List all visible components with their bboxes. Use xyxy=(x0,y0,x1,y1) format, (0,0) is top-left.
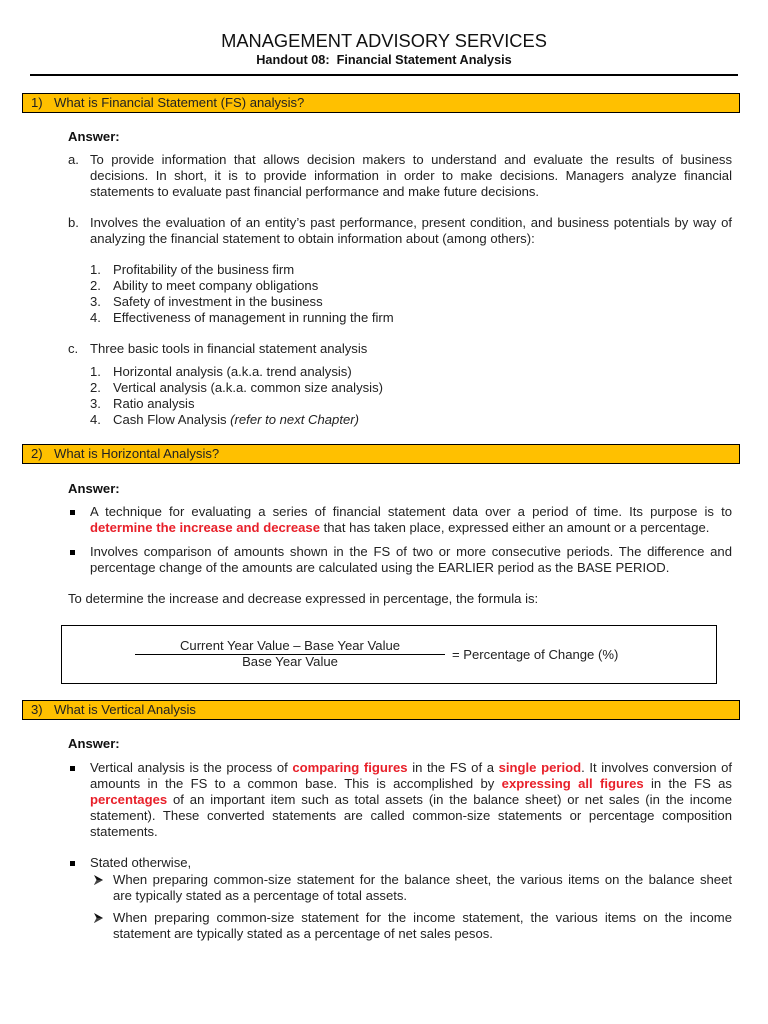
list-item-text: Ability to meet company obligations xyxy=(113,278,319,293)
text-segment: statements. xyxy=(90,824,158,839)
paragraph-line: Three basic tools in financial statement analysis xyxy=(90,341,368,356)
list-number: 1. xyxy=(90,364,101,379)
bullet-paragraph xyxy=(90,504,732,536)
list-item-text: Effectiveness of management in running the firm xyxy=(113,310,394,325)
list-number: 2. xyxy=(90,380,101,395)
paragraph-line xyxy=(90,760,732,776)
section-question: What is Horizontal Analysis? xyxy=(54,446,220,461)
text-segment: . It involves conversion of xyxy=(581,760,733,775)
section-number: 3) xyxy=(31,702,43,717)
list-item-text: Safety of investment in the business xyxy=(113,294,323,309)
text-segment: in the FS as xyxy=(643,776,732,791)
paragraph-line: Involves the evaluation of an entity’s past performance, present condition, and business potentials by way of xyxy=(90,215,732,230)
list-item xyxy=(90,412,732,428)
list-number: 4. xyxy=(90,412,101,427)
text-segment: of an important item such as total assets (in the balance sheet) or net sales (in the income xyxy=(167,792,732,807)
list-number: 1. xyxy=(90,262,101,277)
paragraph-line: Stated otherwise, xyxy=(90,855,192,870)
paragraph-line: are typically stated as a percentage of total assets. xyxy=(113,888,408,903)
paragraph-line xyxy=(90,808,732,824)
emphasis-text: comparing figures xyxy=(292,760,408,775)
list-item xyxy=(90,310,732,326)
list-item xyxy=(90,364,732,380)
section-header-bar xyxy=(22,444,740,464)
numbered-list xyxy=(90,364,732,428)
list-item-text: Horizontal analysis (a.k.a. trend analysis) xyxy=(113,364,352,379)
list-item xyxy=(90,262,732,278)
list-item-text: Ratio analysis xyxy=(113,396,195,411)
list-number: 3. xyxy=(90,294,101,309)
answer-label: Answer: xyxy=(68,129,120,144)
bullet-paragraph xyxy=(90,760,732,840)
text-segment: percentage change of the amounts are calculated using the EARLIER period as the BASE PERIOD. xyxy=(90,560,670,575)
square-bullet-icon xyxy=(70,510,75,515)
document-title: MANAGEMENT ADVISORY SERVICES xyxy=(221,30,547,51)
formula-intro: To determine the increase and decrease expressed in percentage, the formula is: xyxy=(68,591,539,606)
paragraph-line: When preparing common-size statement for the income statement, the various items on the income xyxy=(113,910,732,925)
text-segment: in the FS of a xyxy=(407,760,499,775)
text-segment: A technique for evaluating a series of financial statement data over a period of time. Its purpose is to xyxy=(90,504,732,519)
section-question: What is Vertical Analysis xyxy=(54,702,196,717)
paragraph-line xyxy=(90,792,732,808)
bullet-paragraph xyxy=(90,544,732,576)
formula-numerator: Current Year Value – Base Year Value xyxy=(179,638,401,653)
bullet-paragraph xyxy=(90,855,732,871)
numbered-list xyxy=(90,262,732,326)
list-number: 4. xyxy=(90,310,101,325)
answer-label: Answer: xyxy=(68,736,120,751)
paragraph-line: analyzing the financial statement to obtain information about (among others): xyxy=(90,231,535,246)
item-marker: a. xyxy=(68,152,79,167)
list-item-note: (refer to next Chapter) xyxy=(230,412,359,427)
list-item-label: Cash Flow Analysis xyxy=(113,412,227,427)
formula-result: = Percentage of Change (%) xyxy=(452,647,619,662)
square-bullet-icon xyxy=(70,861,75,866)
document-subtitle: Handout 08: Financial Statement Analysis xyxy=(256,53,512,67)
paragraph-line: decisions. In short, it is to provide information in order to make decisions. Managers analyze financial xyxy=(90,168,732,183)
item-paragraph xyxy=(90,215,732,247)
list-item xyxy=(90,380,732,396)
item-paragraph xyxy=(90,152,732,200)
arrow-bullet-icon xyxy=(94,913,103,923)
text-segment: amounts in the FS to a common base. This is accomplished by xyxy=(90,776,502,791)
text-segment: Involves comparison of amounts shown in the FS of two or more consecutive periods. The difference and xyxy=(90,544,732,559)
section-question: What is Financial Statement (FS) analysis? xyxy=(54,95,305,110)
list-number: 2. xyxy=(90,278,101,293)
item-marker: b. xyxy=(68,215,79,230)
square-bullet-icon xyxy=(70,766,75,771)
section-header-bar xyxy=(22,93,740,113)
paragraph-line: statements to evaluate past financial performance and make future decisions. xyxy=(90,184,540,199)
header-rule xyxy=(30,74,738,76)
list-number: 3. xyxy=(90,396,101,411)
paragraph-line xyxy=(90,544,732,560)
section-number: 2) xyxy=(31,446,43,461)
list-item xyxy=(90,294,732,310)
emphasis-text: determine the increase and decrease xyxy=(90,520,320,535)
paragraph-line xyxy=(90,560,732,576)
emphasis-text: percentages xyxy=(90,792,168,807)
list-item-text: Profitability of the business firm xyxy=(113,262,295,277)
sub-item-paragraph xyxy=(113,910,732,942)
paragraph-line: To provide information that allows decision makers to understand and evaluate the results of business xyxy=(90,152,732,167)
list-item xyxy=(90,278,732,294)
paragraph-line: statement are typically stated as a percentage of net sales pesos. xyxy=(113,926,493,941)
paragraph-line xyxy=(90,776,732,792)
text-segment: statement). These converted statements are called common-size statements or percentage composition xyxy=(90,808,732,823)
paragraph-line xyxy=(90,520,732,536)
paragraph-line xyxy=(90,504,732,520)
arrow-bullet-icon xyxy=(94,875,103,885)
emphasis-text: expressing all figures xyxy=(501,776,644,791)
answer-label: Answer: xyxy=(68,481,120,496)
text-segment: that has taken place, expressed either an amount or a percentage. xyxy=(319,520,710,535)
section-header-bar xyxy=(22,700,740,720)
paragraph-line xyxy=(90,824,732,840)
square-bullet-icon xyxy=(70,550,75,555)
text-segment: Vertical analysis is the process of xyxy=(90,760,293,775)
list-item-text: Vertical analysis (a.k.a. common size analysis) xyxy=(113,380,383,395)
sub-item-paragraph xyxy=(113,872,732,904)
paragraph-line: When preparing common-size statement for the balance sheet, the various items on the balance sheet xyxy=(113,872,732,887)
section-number: 1) xyxy=(31,95,43,110)
formula-denominator: Base Year Value xyxy=(242,654,338,669)
list-item-text xyxy=(113,412,359,428)
item-paragraph xyxy=(90,341,732,357)
item-marker: c. xyxy=(68,341,79,356)
list-item xyxy=(90,396,732,412)
emphasis-text: single period xyxy=(498,760,582,775)
